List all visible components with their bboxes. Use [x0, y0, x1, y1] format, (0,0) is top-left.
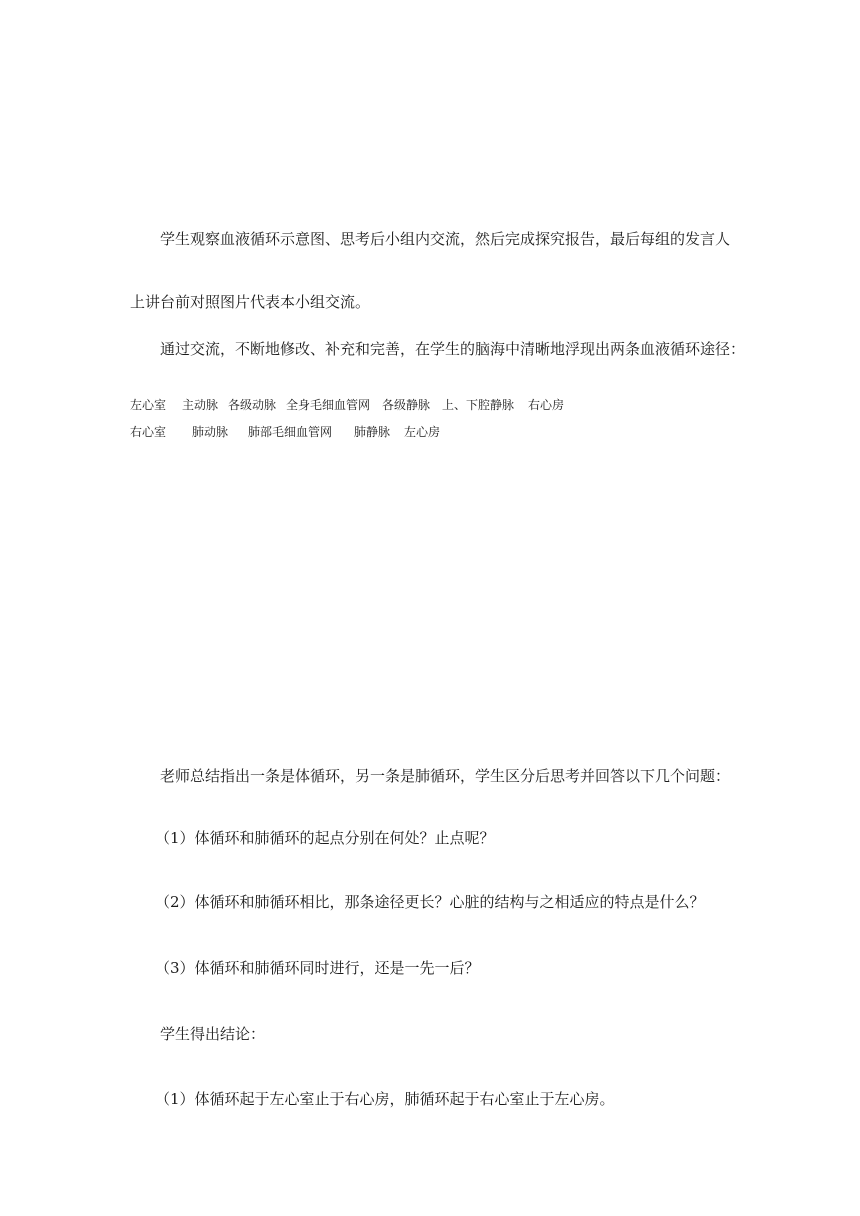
route-step: 左心室 [130, 398, 167, 412]
route-step: 主动脉 [182, 398, 219, 412]
route-step: 全身毛细血管网 [286, 398, 371, 412]
pulmonary-circulation-route [130, 424, 460, 440]
route-step: 右心房 [528, 398, 565, 412]
systemic-circulation-route [130, 397, 590, 413]
route-step: 上、下腔静脉 [442, 398, 515, 412]
paragraph-exchange: 通过交流，不断地修改、补充和完善，在学生的脑海中清晰地浮现出两条血液循环途径： [160, 340, 746, 358]
conclusion-label: 学生得出结论： [160, 1025, 266, 1043]
teacher-summary: 老师总结指出一条是体循环，另一条是肺循环，学生区分后思考并回答以下几个问题： [160, 767, 731, 785]
route-step: 肺部毛细血管网 [248, 425, 333, 439]
route-step: 各级静脉 [382, 398, 431, 412]
question-1: （1）体循环和肺循环的起点分别在何处？止点呢？ [155, 829, 495, 847]
paragraph-observe-line2: 上讲台前对照图片代表本小组交流。 [130, 293, 371, 311]
paragraph-observe-line1: 学生观察血液循环示意图、思考后小组内交流，然后完成探究报告，最后每组的发言人 [160, 230, 731, 248]
route-step: 左心房 [404, 425, 441, 439]
conclusion-1: （1）体循环起于左心室止于右心房，肺循环起于右心室止于左心房。 [155, 1090, 615, 1108]
question-3: （3）体循环和肺循环同时进行，还是一先一后？ [155, 959, 480, 977]
route-step: 肺静脉 [354, 425, 391, 439]
route-step: 肺动脉 [192, 425, 229, 439]
route-step: 各级动脉 [228, 398, 277, 412]
question-2: （2）体循环和肺循环相比，那条途径更长？心脏的结构与之相适应的特点是什么？ [155, 893, 705, 911]
route-step: 右心室 [130, 425, 167, 439]
